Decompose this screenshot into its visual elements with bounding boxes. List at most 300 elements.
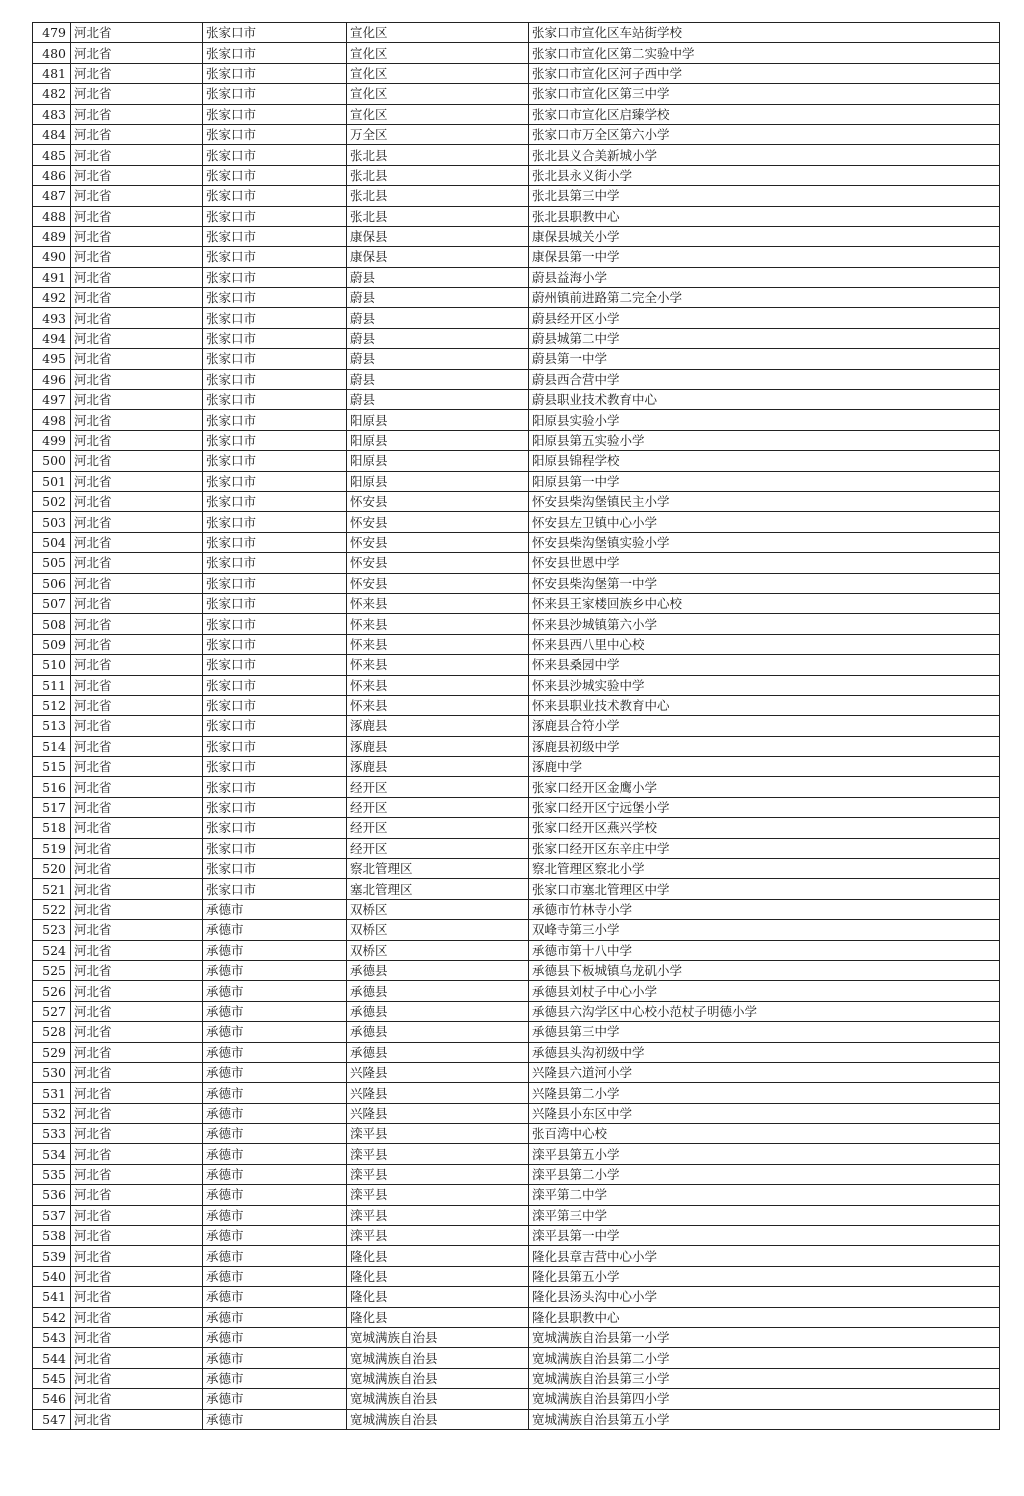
table-row <box>33 553 1000 573</box>
city-cell: 张家口市 <box>203 349 347 369</box>
city-cell: 承德市 <box>203 1185 347 1205</box>
row-number-cell: 525 <box>33 960 71 980</box>
district-cell: 宽城满族自治县 <box>347 1409 529 1429</box>
row-number-cell: 523 <box>33 920 71 940</box>
row-number-cell: 522 <box>33 899 71 919</box>
district-cell: 蔚县 <box>347 369 529 389</box>
school-name-cell: 承德县六沟学区中心校小范杖子明德小学 <box>529 1001 1000 1021</box>
table-row <box>33 1185 1000 1205</box>
city-cell: 张家口市 <box>203 512 347 532</box>
province-cell: 河北省 <box>71 899 203 919</box>
school-name-cell: 怀安县世恩中学 <box>529 553 1000 573</box>
district-cell: 隆化县 <box>347 1307 529 1327</box>
district-cell: 承德县 <box>347 981 529 1001</box>
province-cell: 河北省 <box>71 1205 203 1225</box>
district-cell: 怀安县 <box>347 491 529 511</box>
row-number-cell: 530 <box>33 1062 71 1082</box>
province-cell: 河北省 <box>71 818 203 838</box>
province-cell: 河北省 <box>71 655 203 675</box>
table-row <box>33 859 1000 879</box>
table-row <box>33 899 1000 919</box>
school-name-cell: 怀安县柴沟堡第一中学 <box>529 573 1000 593</box>
table-row <box>33 1042 1000 1062</box>
city-cell: 张家口市 <box>203 63 347 83</box>
province-cell: 河北省 <box>71 960 203 980</box>
row-number-cell: 537 <box>33 1205 71 1225</box>
province-cell: 河北省 <box>71 23 203 43</box>
province-cell: 河北省 <box>71 1389 203 1409</box>
district-cell: 阳原县 <box>347 451 529 471</box>
table-row <box>33 328 1000 348</box>
province-cell: 河北省 <box>71 1042 203 1062</box>
table-row <box>33 655 1000 675</box>
table-row <box>33 634 1000 654</box>
table-row <box>33 1328 1000 1348</box>
row-number-cell: 511 <box>33 675 71 695</box>
school-name-cell: 张北县义合美新城小学 <box>529 145 1000 165</box>
school-name-cell: 张家口市万全区第六小学 <box>529 124 1000 144</box>
province-cell: 河北省 <box>71 1022 203 1042</box>
province-cell: 河北省 <box>71 104 203 124</box>
province-cell: 河北省 <box>71 1246 203 1266</box>
row-number-cell: 503 <box>33 512 71 532</box>
city-cell: 承德市 <box>203 1266 347 1286</box>
city-cell: 承德市 <box>203 981 347 1001</box>
district-cell: 承德县 <box>347 1042 529 1062</box>
school-name-cell: 隆化县第五小学 <box>529 1266 1000 1286</box>
district-cell: 承德县 <box>347 1022 529 1042</box>
district-cell: 阳原县 <box>347 471 529 491</box>
district-cell: 怀来县 <box>347 695 529 715</box>
school-name-cell: 宽城满族自治县第三小学 <box>529 1368 1000 1388</box>
row-number-cell: 491 <box>33 267 71 287</box>
district-cell: 宣化区 <box>347 84 529 104</box>
province-cell: 河北省 <box>71 84 203 104</box>
row-number-cell: 495 <box>33 349 71 369</box>
province-cell: 河北省 <box>71 614 203 634</box>
school-name-cell: 宽城满族自治县第一小学 <box>529 1328 1000 1348</box>
row-number-cell: 528 <box>33 1022 71 1042</box>
table-row <box>33 838 1000 858</box>
table-row <box>33 1409 1000 1429</box>
province-cell: 河北省 <box>71 1185 203 1205</box>
city-cell: 张家口市 <box>203 695 347 715</box>
city-cell: 承德市 <box>203 1368 347 1388</box>
school-name-cell: 怀来县王家楼回族乡中心校 <box>529 593 1000 613</box>
row-number-cell: 521 <box>33 879 71 899</box>
school-name-cell: 怀安县左卫镇中心小学 <box>529 512 1000 532</box>
district-cell: 涿鹿县 <box>347 736 529 756</box>
city-cell: 张家口市 <box>203 247 347 267</box>
row-number-cell: 533 <box>33 1124 71 1144</box>
city-cell: 张家口市 <box>203 593 347 613</box>
school-name-cell: 滦平县第五小学 <box>529 1144 1000 1164</box>
district-cell: 宣化区 <box>347 23 529 43</box>
table-row <box>33 1226 1000 1246</box>
row-number-cell: 502 <box>33 491 71 511</box>
school-name-cell: 蔚县职业技术教育中心 <box>529 390 1000 410</box>
table-row <box>33 165 1000 185</box>
province-cell: 河北省 <box>71 1348 203 1368</box>
city-cell: 承德市 <box>203 1226 347 1246</box>
city-cell: 承德市 <box>203 1246 347 1266</box>
district-cell: 宣化区 <box>347 104 529 124</box>
table-row <box>33 879 1000 899</box>
school-name-cell: 兴隆县小东区中学 <box>529 1103 1000 1123</box>
province-cell: 河北省 <box>71 593 203 613</box>
table-row <box>33 1368 1000 1388</box>
table-row <box>33 84 1000 104</box>
school-name-cell: 隆化县汤头沟中心小学 <box>529 1287 1000 1307</box>
district-cell: 滦平县 <box>347 1124 529 1144</box>
school-name-cell: 张家口经开区金鹰小学 <box>529 777 1000 797</box>
document-page <box>32 22 999 1430</box>
city-cell: 张家口市 <box>203 716 347 736</box>
district-cell: 蔚县 <box>347 308 529 328</box>
district-cell: 隆化县 <box>347 1246 529 1266</box>
city-cell: 张家口市 <box>203 308 347 328</box>
district-cell: 涿鹿县 <box>347 757 529 777</box>
table-row <box>33 206 1000 226</box>
district-cell: 宽城满族自治县 <box>347 1348 529 1368</box>
table-row <box>33 1164 1000 1184</box>
table-row <box>33 695 1000 715</box>
school-name-cell: 承德市第十八中学 <box>529 940 1000 960</box>
row-number-cell: 482 <box>33 84 71 104</box>
table-row <box>33 491 1000 511</box>
table-row <box>33 267 1000 287</box>
province-cell: 河北省 <box>71 491 203 511</box>
school-name-cell: 张家口市宣化区启臻学校 <box>529 104 1000 124</box>
table-row <box>33 1348 1000 1368</box>
row-number-cell: 543 <box>33 1328 71 1348</box>
district-cell: 滦平县 <box>347 1144 529 1164</box>
row-number-cell: 504 <box>33 532 71 552</box>
school-name-cell: 张家口市宣化区第三中学 <box>529 84 1000 104</box>
table-row <box>33 471 1000 491</box>
school-name-cell: 阳原县第五实验小学 <box>529 430 1000 450</box>
table-row <box>33 1001 1000 1021</box>
district-cell: 涿鹿县 <box>347 716 529 736</box>
province-cell: 河北省 <box>71 512 203 532</box>
district-cell: 怀来县 <box>347 634 529 654</box>
school-name-cell: 承德市竹林寺小学 <box>529 899 1000 919</box>
district-cell: 宽城满族自治县 <box>347 1389 529 1409</box>
school-name-cell: 兴隆县第二小学 <box>529 1083 1000 1103</box>
city-cell: 张家口市 <box>203 675 347 695</box>
city-cell: 承德市 <box>203 940 347 960</box>
province-cell: 河北省 <box>71 695 203 715</box>
school-name-cell: 涿鹿中学 <box>529 757 1000 777</box>
district-cell: 怀安县 <box>347 553 529 573</box>
row-number-cell: 513 <box>33 716 71 736</box>
school-name-cell: 宽城满族自治县第二小学 <box>529 1348 1000 1368</box>
row-number-cell: 531 <box>33 1083 71 1103</box>
row-number-cell: 518 <box>33 818 71 838</box>
school-name-cell: 张家口经开区东辛庄中学 <box>529 838 1000 858</box>
district-cell: 双桥区 <box>347 899 529 919</box>
row-number-cell: 480 <box>33 43 71 63</box>
province-cell: 河北省 <box>71 981 203 1001</box>
row-number-cell: 526 <box>33 981 71 1001</box>
row-number-cell: 516 <box>33 777 71 797</box>
school-name-cell: 张家口市宣化区车站街学校 <box>529 23 1000 43</box>
province-cell: 河北省 <box>71 226 203 246</box>
table-row <box>33 1144 1000 1164</box>
school-name-cell: 怀来县职业技术教育中心 <box>529 695 1000 715</box>
province-cell: 河北省 <box>71 1226 203 1246</box>
table-row <box>33 288 1000 308</box>
city-cell: 承德市 <box>203 960 347 980</box>
district-cell: 康保县 <box>347 247 529 267</box>
row-number-cell: 510 <box>33 655 71 675</box>
city-cell: 张家口市 <box>203 165 347 185</box>
row-number-cell: 490 <box>33 247 71 267</box>
table-row <box>33 247 1000 267</box>
district-cell: 经开区 <box>347 838 529 858</box>
city-cell: 张家口市 <box>203 838 347 858</box>
row-number-cell: 545 <box>33 1368 71 1388</box>
city-cell: 承德市 <box>203 1328 347 1348</box>
city-cell: 张家口市 <box>203 84 347 104</box>
district-cell: 怀来县 <box>347 655 529 675</box>
row-number-cell: 489 <box>33 226 71 246</box>
city-cell: 承德市 <box>203 1022 347 1042</box>
school-name-cell: 阳原县锦程学校 <box>529 451 1000 471</box>
table-row <box>33 614 1000 634</box>
table-row <box>33 1246 1000 1266</box>
city-cell: 承德市 <box>203 1062 347 1082</box>
row-number-cell: 538 <box>33 1226 71 1246</box>
province-cell: 河北省 <box>71 410 203 430</box>
province-cell: 河北省 <box>71 186 203 206</box>
district-cell: 宽城满族自治县 <box>347 1368 529 1388</box>
table-row <box>33 797 1000 817</box>
province-cell: 河北省 <box>71 675 203 695</box>
table-row <box>33 512 1000 532</box>
school-name-cell: 双峰寺第三小学 <box>529 920 1000 940</box>
table-row <box>33 349 1000 369</box>
district-cell: 怀来县 <box>347 593 529 613</box>
row-number-cell: 498 <box>33 410 71 430</box>
province-cell: 河北省 <box>71 553 203 573</box>
school-name-cell: 怀来县西八里中心校 <box>529 634 1000 654</box>
row-number-cell: 542 <box>33 1307 71 1327</box>
city-cell: 张家口市 <box>203 410 347 430</box>
district-cell: 怀来县 <box>347 614 529 634</box>
table-body <box>33 23 1000 1430</box>
district-cell: 隆化县 <box>347 1287 529 1307</box>
district-cell: 怀安县 <box>347 573 529 593</box>
district-cell: 滦平县 <box>347 1226 529 1246</box>
province-cell: 河北省 <box>71 879 203 899</box>
province-cell: 河北省 <box>71 43 203 63</box>
row-number-cell: 547 <box>33 1409 71 1429</box>
school-name-cell: 张北县永义街小学 <box>529 165 1000 185</box>
district-cell: 兴隆县 <box>347 1103 529 1123</box>
row-number-cell: 512 <box>33 695 71 715</box>
table-row <box>33 1389 1000 1409</box>
city-cell: 承德市 <box>203 1103 347 1123</box>
table-row <box>33 532 1000 552</box>
row-number-cell: 484 <box>33 124 71 144</box>
city-cell: 张家口市 <box>203 859 347 879</box>
province-cell: 河北省 <box>71 390 203 410</box>
province-cell: 河北省 <box>71 1368 203 1388</box>
row-number-cell: 535 <box>33 1164 71 1184</box>
city-cell: 张家口市 <box>203 655 347 675</box>
province-cell: 河北省 <box>71 1124 203 1144</box>
city-cell: 承德市 <box>203 1205 347 1225</box>
row-number-cell: 487 <box>33 186 71 206</box>
school-name-cell: 康保县第一中学 <box>529 247 1000 267</box>
city-cell: 张家口市 <box>203 104 347 124</box>
city-cell: 张家口市 <box>203 471 347 491</box>
table-row <box>33 736 1000 756</box>
city-cell: 张家口市 <box>203 757 347 777</box>
province-cell: 河北省 <box>71 349 203 369</box>
city-cell: 承德市 <box>203 1409 347 1429</box>
province-cell: 河北省 <box>71 369 203 389</box>
province-cell: 河北省 <box>71 532 203 552</box>
row-number-cell: 479 <box>33 23 71 43</box>
row-number-cell: 501 <box>33 471 71 491</box>
province-cell: 河北省 <box>71 1164 203 1184</box>
district-cell: 怀安县 <box>347 512 529 532</box>
school-name-cell: 张家口经开区宁远堡小学 <box>529 797 1000 817</box>
province-cell: 河北省 <box>71 757 203 777</box>
city-cell: 张家口市 <box>203 267 347 287</box>
row-number-cell: 515 <box>33 757 71 777</box>
province-cell: 河北省 <box>71 859 203 879</box>
school-name-cell: 张家口经开区燕兴学校 <box>529 818 1000 838</box>
table-row <box>33 1022 1000 1042</box>
city-cell: 承德市 <box>203 1164 347 1184</box>
table-row <box>33 981 1000 1001</box>
table-row <box>33 63 1000 83</box>
city-cell: 张家口市 <box>203 23 347 43</box>
city-cell: 承德市 <box>203 899 347 919</box>
table-row <box>33 960 1000 980</box>
school-name-cell: 兴隆县六道河小学 <box>529 1062 1000 1082</box>
table-row <box>33 757 1000 777</box>
province-cell: 河北省 <box>71 63 203 83</box>
district-cell: 蔚县 <box>347 267 529 287</box>
row-number-cell: 486 <box>33 165 71 185</box>
school-name-cell: 察北管理区察北小学 <box>529 859 1000 879</box>
table-row <box>33 1103 1000 1123</box>
school-name-cell: 承德县头沟初级中学 <box>529 1042 1000 1062</box>
district-cell: 张北县 <box>347 186 529 206</box>
city-cell: 承德市 <box>203 1348 347 1368</box>
city-cell: 承德市 <box>203 1083 347 1103</box>
city-cell: 张家口市 <box>203 634 347 654</box>
province-cell: 河北省 <box>71 1001 203 1021</box>
row-number-cell: 505 <box>33 553 71 573</box>
city-cell: 张家口市 <box>203 553 347 573</box>
district-cell: 承德县 <box>347 960 529 980</box>
table-row <box>33 410 1000 430</box>
province-cell: 河北省 <box>71 1266 203 1286</box>
school-name-cell: 怀来县沙城实验中学 <box>529 675 1000 695</box>
school-name-cell: 蔚县益海小学 <box>529 267 1000 287</box>
table-row <box>33 777 1000 797</box>
table-row <box>33 1307 1000 1327</box>
table-row <box>33 920 1000 940</box>
table-row <box>33 1062 1000 1082</box>
school-name-cell: 蔚县经开区小学 <box>529 308 1000 328</box>
district-cell: 经开区 <box>347 777 529 797</box>
city-cell: 张家口市 <box>203 430 347 450</box>
district-cell: 双桥区 <box>347 920 529 940</box>
school-name-cell: 张北县第三中学 <box>529 186 1000 206</box>
row-number-cell: 508 <box>33 614 71 634</box>
row-number-cell: 524 <box>33 940 71 960</box>
district-cell: 蔚县 <box>347 390 529 410</box>
province-cell: 河北省 <box>71 1103 203 1123</box>
city-cell: 张家口市 <box>203 328 347 348</box>
province-cell: 河北省 <box>71 328 203 348</box>
row-number-cell: 520 <box>33 859 71 879</box>
table-row <box>33 43 1000 63</box>
province-cell: 河北省 <box>71 736 203 756</box>
province-cell: 河北省 <box>71 145 203 165</box>
school-name-cell: 涿鹿县合符小学 <box>529 716 1000 736</box>
table-row <box>33 23 1000 43</box>
school-name-cell: 滦平第二中学 <box>529 1185 1000 1205</box>
city-cell: 张家口市 <box>203 226 347 246</box>
city-cell: 张家口市 <box>203 614 347 634</box>
district-cell: 阳原县 <box>347 430 529 450</box>
school-name-cell: 隆化县章吉营中心小学 <box>529 1246 1000 1266</box>
province-cell: 河北省 <box>71 1307 203 1327</box>
row-number-cell: 494 <box>33 328 71 348</box>
row-number-cell: 483 <box>33 104 71 124</box>
district-cell: 宣化区 <box>347 63 529 83</box>
table-row <box>33 369 1000 389</box>
row-number-cell: 541 <box>33 1287 71 1307</box>
row-number-cell: 514 <box>33 736 71 756</box>
row-number-cell: 496 <box>33 369 71 389</box>
school-name-cell: 隆化县职教中心 <box>529 1307 1000 1327</box>
school-name-cell: 承德县下板城镇乌龙矶小学 <box>529 960 1000 980</box>
district-cell: 康保县 <box>347 226 529 246</box>
district-cell: 塞北管理区 <box>347 879 529 899</box>
table-row <box>33 940 1000 960</box>
district-cell: 宣化区 <box>347 43 529 63</box>
district-cell: 怀来县 <box>347 675 529 695</box>
school-name-cell: 张家口市宣化区河子西中学 <box>529 63 1000 83</box>
school-name-cell: 蔚县西合营中学 <box>529 369 1000 389</box>
city-cell: 张家口市 <box>203 777 347 797</box>
row-number-cell: 529 <box>33 1042 71 1062</box>
province-cell: 河北省 <box>71 308 203 328</box>
table-row <box>33 818 1000 838</box>
row-number-cell: 493 <box>33 308 71 328</box>
district-cell: 经开区 <box>347 797 529 817</box>
city-cell: 张家口市 <box>203 797 347 817</box>
table-row <box>33 1205 1000 1225</box>
province-cell: 河北省 <box>71 247 203 267</box>
school-name-cell: 承德县刘杖子中心小学 <box>529 981 1000 1001</box>
province-cell: 河北省 <box>71 1287 203 1307</box>
school-name-cell: 怀安县柴沟堡镇民主小学 <box>529 491 1000 511</box>
row-number-cell: 517 <box>33 797 71 817</box>
school-name-cell: 张北县职教中心 <box>529 206 1000 226</box>
district-cell: 张北县 <box>347 165 529 185</box>
city-cell: 张家口市 <box>203 532 347 552</box>
row-number-cell: 532 <box>33 1103 71 1123</box>
